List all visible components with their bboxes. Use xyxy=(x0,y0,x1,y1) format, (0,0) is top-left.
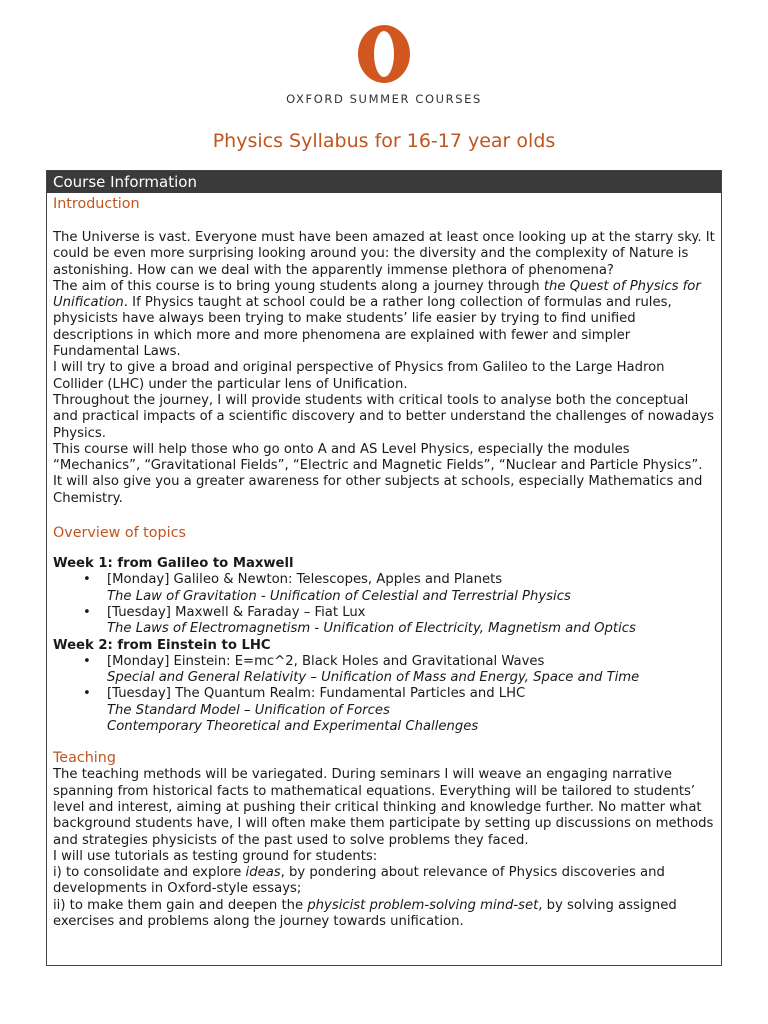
overview-heading: Overview of topics xyxy=(53,525,186,542)
list-item: • [Monday] Galileo & Newton: Telescopes, Apples and Planets The Law of Gravitation - Unification of Celestial and Terrestrial Physics xyxy=(83,572,571,604)
box-header: Course Information xyxy=(47,171,721,193)
introduction-heading: Introduction xyxy=(53,196,140,212)
intro-paragraph-1: The Universe is vast. Everyone must have been amazed at least once looking up at the starry sky. It could be even more surprising looking around you: the diversity and the complexity of Nature is astonishing. How can we deal with the apparently immense plethora of phenomena? xyxy=(53,230,715,278)
brand-name: OXFORD SUMMER COURSES xyxy=(286,92,482,106)
bullet-icon: • xyxy=(83,604,91,620)
week-2-list xyxy=(53,654,715,735)
page-title: Physics Syllabus for 16-17 year olds xyxy=(212,130,556,152)
intro-paragraph-2: The aim of this course is to bring young students along a journey through the Quest of Physics for Unification. If Physics taught at school could be a rather long collection of formulas and rules, physicists have always been trying to make students’ life easier by trying to find unified descriptions in which more and more phenomena are explained with fewer and simpler Fundamental Laws. xyxy=(53,278,701,360)
teaching-paragraph-3: i) to consolidate and explore ideas, by pondering about relevance of Physics discoveries and developments in Oxford-style essays; xyxy=(53,865,665,897)
oxford-logo-icon xyxy=(354,22,414,86)
week-1-list xyxy=(53,572,715,637)
bullet-icon: • xyxy=(83,653,91,669)
box-content xyxy=(47,193,721,930)
brand-header xyxy=(0,22,768,106)
week-2-title: Week 2: from Einstein to LHC xyxy=(53,637,271,653)
list-item: • [Monday] Einstein: E=mc^2, Black Holes and Gravitational Waves Special and General Relativity – Unification of Mass and Energy, Space and Time xyxy=(83,653,640,686)
teaching-heading: Teaching xyxy=(53,750,116,767)
intro-paragraph-3: I will try to give a broad and original perspective of Physics from Galileo to the Large Hadron Collider (LHC) under the particular lens of Unification. xyxy=(53,360,665,392)
bullet-icon: • xyxy=(83,572,91,588)
intro-paragraph-4: Throughout the journey, I will provide students with critical tools to analyse both the conceptual and practical impacts of a scientific discovery and to better understand the challenges of nowadays Physics. xyxy=(53,392,715,441)
bullet-icon: • xyxy=(83,686,91,702)
list-item: • [Tuesday] Maxwell & Faraday – Fiat Lux The Laws of Electromagnetism - Unification of Electricity, Magnetism and Optics xyxy=(83,604,636,637)
teaching-paragraph-4: ii) to make them gain and deepen the physicist problem-solving mind-set, by solving assigned exercises and problems along the journey towards unification. xyxy=(53,897,677,929)
course-info-box xyxy=(46,170,722,966)
list-item: • [Tuesday] The Quantum Realm: Fundamental Particles and LHC The Standard Model – Unification of Forces Contemporary Theoretical and Experimental Challenges xyxy=(83,686,526,735)
teaching-paragraph-2: I will use tutorials as testing ground for students: xyxy=(53,848,378,864)
week-1-title: Week 1: from Galileo to Maxwell xyxy=(53,556,294,572)
intro-paragraph-5: This course will help those who go onto A and AS Level Physics, especially the modules “Mechanics”, “Gravitational Fields”, “Electric and Magnetic Fields”, “Nuclear and Particle Physics”. It will also give you a greater awareness for other subjects at schools, especially Mathematics and Chemistry. xyxy=(53,441,703,506)
teaching-paragraph-1: The teaching methods will be variegated. During seminars I will weave an engaging narrative spanning from historical facts to mathematical equations. Everything will be tailored to students’ level and interest, aiming at pushing their critical thinking and knowledge further. No matter what background students have, I will often make them participate by setting up discussions on methods and strategies physicists of the past used to solve problems they faced. xyxy=(53,767,714,848)
